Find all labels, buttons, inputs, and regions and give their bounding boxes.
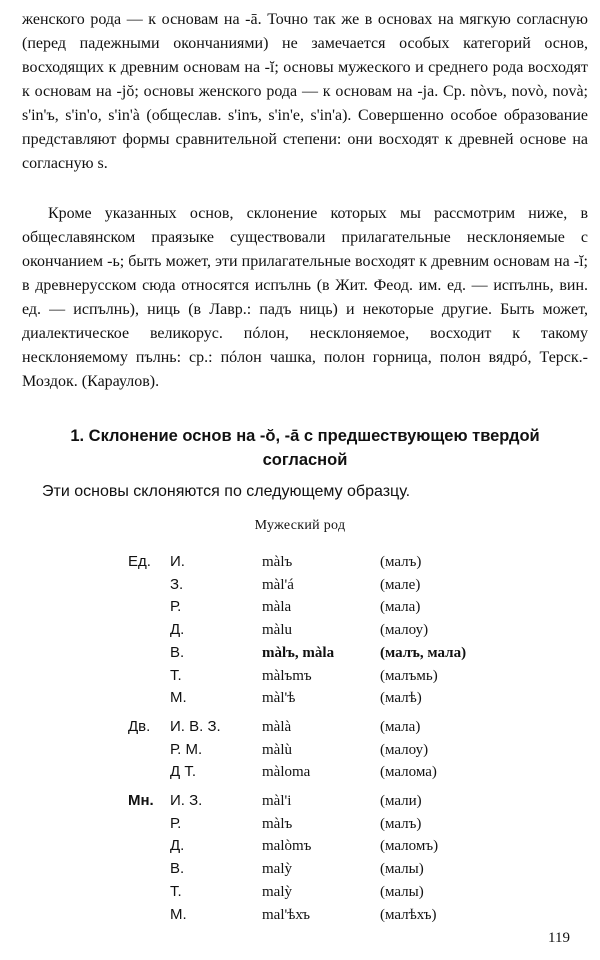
form-cell: màlu bbox=[262, 622, 292, 639]
page-number: 119 bbox=[548, 930, 570, 946]
case-label: И. bbox=[170, 553, 185, 570]
gloss-cell: (мали) bbox=[380, 793, 422, 809]
table-row bbox=[0, 834, 600, 858]
case-label: Т. bbox=[170, 882, 182, 900]
form-cell: màla bbox=[262, 599, 292, 616]
intro-sentence: Эти основы склоняются по следующему образцу. bbox=[42, 483, 411, 500]
form-cell: màlà bbox=[262, 718, 292, 735]
case-label: М. bbox=[170, 905, 187, 923]
gloss-cell: (малы) bbox=[380, 861, 424, 878]
gloss-cell: (малъмь) bbox=[380, 667, 438, 684]
form-cell: màloma bbox=[262, 764, 311, 781]
case-label: Т. bbox=[170, 666, 182, 684]
form-cell: mal'ѣхъ bbox=[262, 906, 311, 923]
gloss-cell: (мала) bbox=[380, 599, 421, 616]
table-row bbox=[0, 812, 600, 836]
table-row bbox=[0, 715, 600, 739]
table-row bbox=[0, 760, 600, 784]
gloss-cell: (мале) bbox=[380, 576, 421, 593]
case-label: Д Т. bbox=[170, 763, 196, 781]
gloss-cell: (малъ) bbox=[380, 815, 422, 832]
gloss-cell: (малѣ) bbox=[380, 690, 422, 707]
table-row bbox=[0, 789, 600, 813]
table-row bbox=[0, 550, 600, 574]
case-label: Р. bbox=[170, 598, 182, 616]
table-row bbox=[0, 595, 600, 619]
case-label: В. bbox=[170, 643, 185, 661]
form-cell: màlъmъ bbox=[262, 667, 312, 684]
case-label: Р. М. bbox=[170, 740, 203, 758]
gloss-cell: (малоу) bbox=[380, 622, 429, 639]
case-label: З. bbox=[170, 575, 184, 593]
form-cell: màl'á bbox=[262, 576, 294, 593]
number-label: Мн. bbox=[128, 792, 154, 809]
table-row bbox=[0, 903, 600, 927]
table-row bbox=[0, 664, 600, 688]
gloss-cell: (маломъ) bbox=[380, 838, 439, 855]
form-cell: màlù bbox=[262, 741, 292, 758]
case-label: Д. bbox=[170, 837, 185, 855]
table-row bbox=[0, 641, 600, 665]
case-label: Р. bbox=[170, 814, 182, 832]
form-cell: malỳ bbox=[262, 861, 292, 878]
form-cell: màlъ bbox=[262, 815, 293, 832]
table-row bbox=[0, 573, 600, 597]
gloss-cell: (малоу) bbox=[380, 741, 429, 758]
table-row bbox=[0, 686, 600, 710]
case-label: Д. bbox=[170, 621, 185, 639]
table-row bbox=[0, 880, 600, 904]
form-cell: màl'i bbox=[262, 793, 292, 809]
paragraph-indeclinable: Кроме указанных основ, склонение которых мы рассмотрим ниже, в общеславянском праязыке существовали прилагательные несклоняемые с окончанием -ь; быть может, эти прилагательные восходят к древним основам на -ĭ; в древнерусском сюда относятся испълнь (в Жит. Феод. им. ед. — испълнь, вин. ед. — испълнь), ниць (в Лавр.: падъ ниць) и некоторые другие. Быть может, диалектическое великорус. пóлон, несклоняемое, восходит к такому несклоняемому пълнь: ср.: пóлон чашка, полон горница, полон вядрó, Терск.-Моздок. (Караулов). bbox=[22, 205, 588, 390]
gloss-cell: (малѣхъ) bbox=[380, 906, 437, 923]
number-label: Ед. bbox=[128, 553, 151, 570]
table-row bbox=[0, 618, 600, 642]
form-cell: màlъ bbox=[262, 554, 293, 570]
gloss-cell: (малы) bbox=[380, 883, 424, 900]
case-label: И. З. bbox=[170, 792, 203, 809]
form-cell: màlъ, màla bbox=[262, 644, 335, 661]
gloss-cell: (малъ) bbox=[380, 554, 422, 570]
table-row bbox=[0, 738, 600, 762]
form-cell: malỳ bbox=[262, 883, 292, 900]
gloss-cell: (малъ, мала) bbox=[380, 644, 467, 661]
gloss-cell: (малома) bbox=[380, 764, 437, 781]
paragraph-continuation: женского рода — к основам на -ā. Точно так же в основах на мягкую согласную (перед падежными окончаниями) не замечается особых категорий основ, восходящих к древним основам на -ĭ; основы мужеского и среднего рода восходят к основам на -jŏ; основы женского рода — к основам на -ја. Ср. nòvъ, novò, novà; s'in'ъ, s'in'o, s'in'à (общеслав. s'inъ, s'in'e, s'in'a). Совершенно особое образование представляют формы сравнительной степени: они восходят к древней основе на согласную s. bbox=[22, 11, 588, 172]
table-row bbox=[0, 857, 600, 881]
form-cell: malòmъ bbox=[262, 838, 312, 855]
section-heading: 1. Склонение основ на -ŏ, -ā с предшествующею твердой согласной bbox=[70, 427, 540, 469]
number-label: Дв. bbox=[128, 717, 151, 735]
gender-subheading: Мужеский род bbox=[254, 518, 346, 533]
case-label: В. bbox=[170, 860, 185, 878]
form-cell: màl'ѣ bbox=[262, 690, 296, 707]
case-label: М. bbox=[170, 689, 187, 707]
case-label: И. В. З. bbox=[170, 717, 221, 735]
gloss-cell: (мала) bbox=[380, 718, 421, 735]
